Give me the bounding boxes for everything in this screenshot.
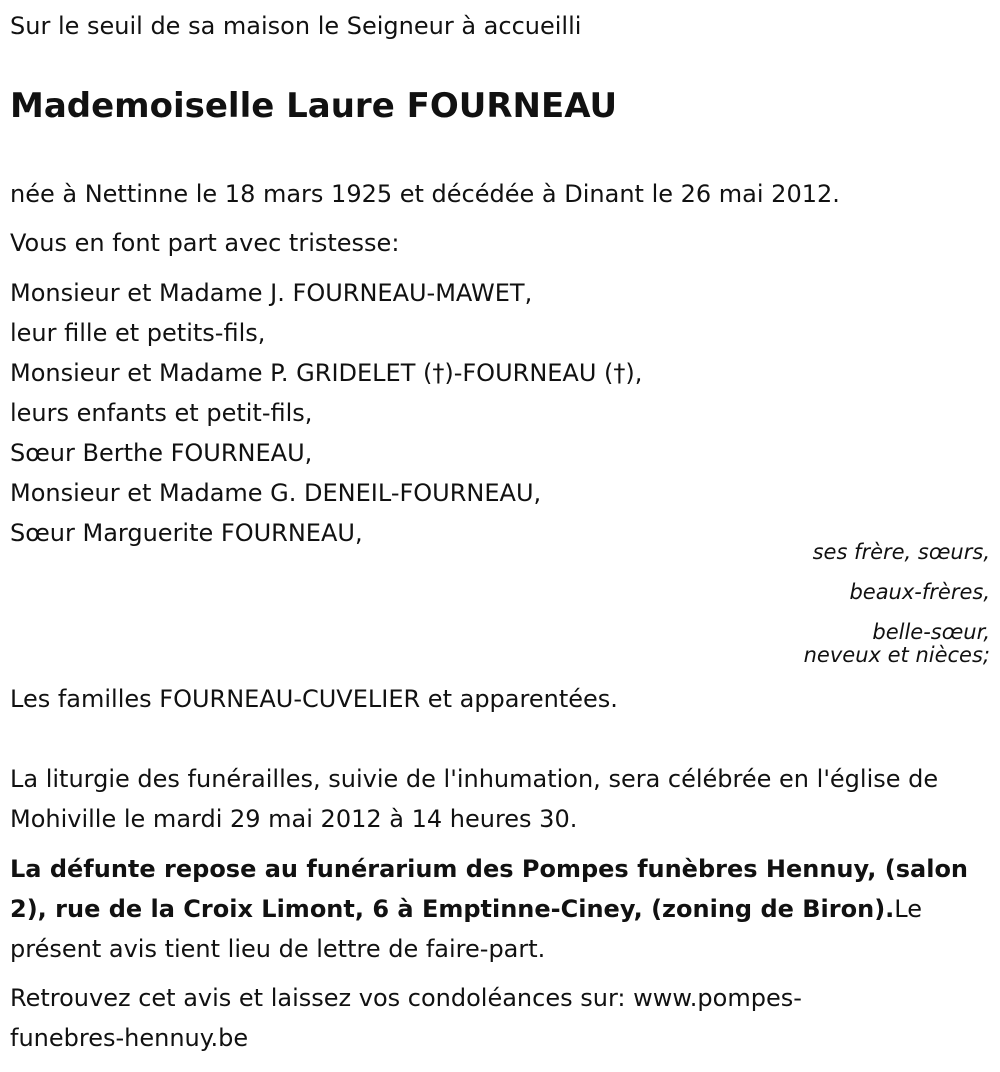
- family-line: leur fille et petits-fils,: [10, 319, 266, 347]
- faire-part-note: Le présent avis tient lieu de lettre de faire-part.: [10, 895, 922, 963]
- relation-line: beaux-frères,: [849, 580, 990, 604]
- funeral-home-details: La défunte repose au funérarium des Pompes funèbres Hennuy, (salon 2), rue de la Croix Limont, 6 à Emptinne-Ciney, (zoning de Biron).: [10, 855, 969, 923]
- announcement-line: Vous en font part avec tristesse:: [10, 229, 400, 257]
- liturgy-paragraph: La liturgie des funérailles, suivie de l'inhumation, sera célébrée en l'église de Mohiville le mardi 29 mai 2012 à 14 heures 30.: [10, 765, 939, 833]
- funeral-home-paragraph: [10, 849, 970, 969]
- family-line: Monsieur et Madame G. DENEIL-FOURNEAU,: [10, 479, 542, 507]
- relation-line: neveux et nièces;: [803, 643, 990, 667]
- family-list: [10, 273, 642, 553]
- family-line: Monsieur et Madame P. GRIDELET (†)-FOURNEAU (†),: [10, 359, 643, 387]
- family-line: Sœur Berthe FOURNEAU,: [10, 439, 313, 467]
- family-line: leurs enfants et petit-fils,: [10, 399, 313, 427]
- condolences-paragraph: Retrouvez cet avis et laissez vos condoléances sur: www.pompes-funebres-hennuy.be: [10, 984, 802, 1052]
- family-line: Monsieur et Madame J. FOURNEAU-MAWET,: [10, 279, 533, 307]
- birth-death-line: née à Nettinne le 18 mars 1925 et décédée à Dinant le 26 mai 2012.: [10, 180, 840, 208]
- relation-line: belle-sœur,: [872, 620, 990, 644]
- relation-line: ses frère, sœurs,: [812, 540, 990, 564]
- intro-phrase: Sur le seuil de sa maison le Seigneur à accueilli: [10, 12, 582, 40]
- deceased-name: Mademoiselle Laure FOURNEAU: [10, 86, 618, 126]
- family-line: Sœur Marguerite FOURNEAU,: [10, 519, 363, 547]
- relations-block: [590, 540, 990, 680]
- families-line: Les familles FOURNEAU-CUVELIER et apparentées.: [10, 685, 618, 713]
